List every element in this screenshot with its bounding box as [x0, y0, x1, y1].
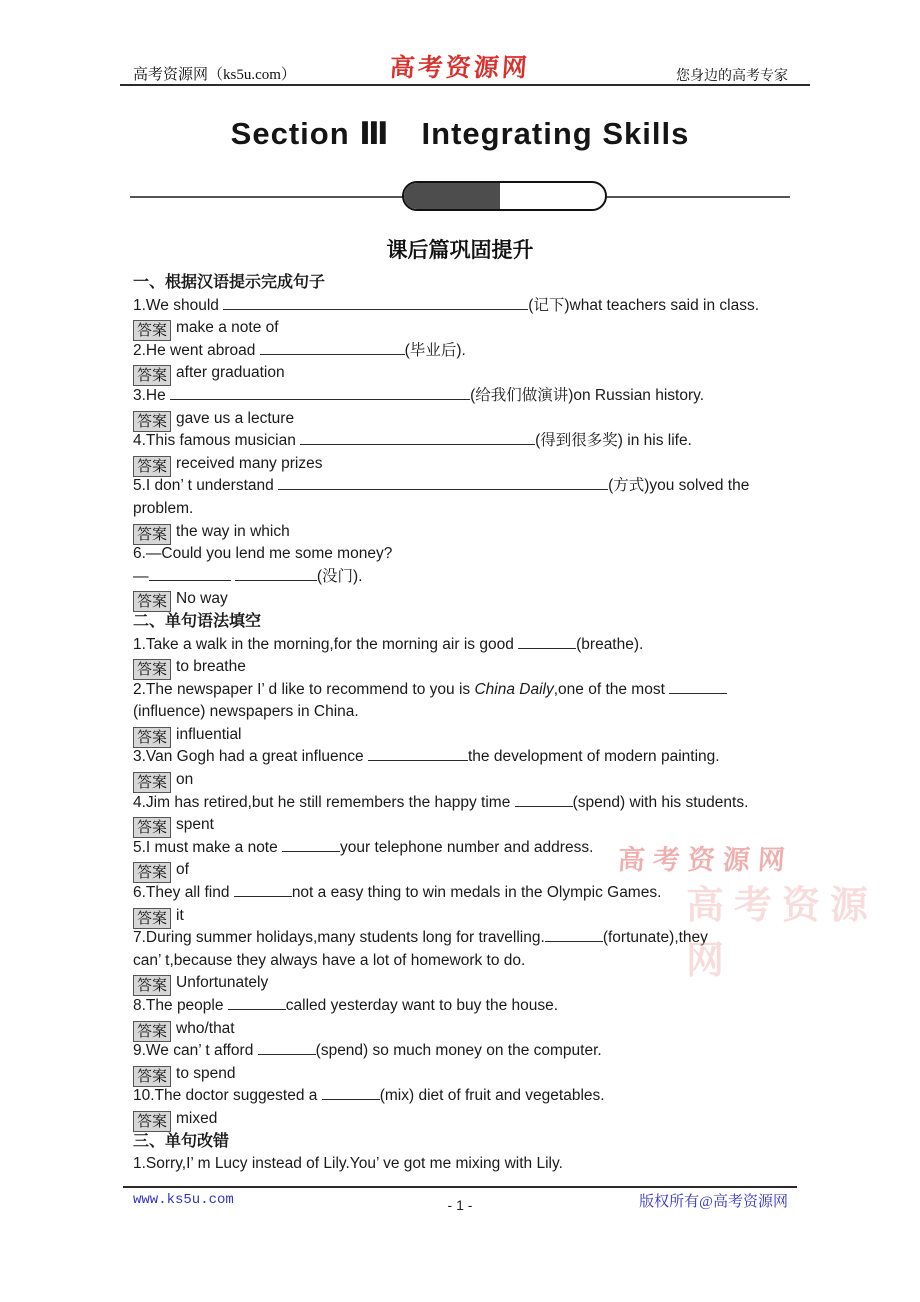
question-line: [133, 1153, 795, 1176]
text-segment: (spend) so much money on the computer.: [315, 1042, 602, 1060]
blank-underline: [300, 431, 535, 445]
answer-line: [133, 1018, 795, 1041]
section-subtitle: 课后篇巩固提升: [386, 239, 534, 262]
question-line: [133, 995, 795, 1018]
question-line: [133, 746, 795, 769]
header-rule: [120, 84, 810, 86]
blank-underline: [223, 296, 528, 310]
answer-label-box: 答案: [133, 862, 171, 883]
text-segment: not a easy thing to win medals in the Olympic Games.: [291, 884, 662, 902]
question-line: [133, 1040, 795, 1063]
footer-copyright-link[interactable]: 版权所有@高考资源网: [639, 1194, 788, 1210]
answer-line: [133, 408, 795, 431]
answer-label-box: 答案: [133, 659, 171, 680]
text-segment: problem.: [133, 499, 194, 517]
blank-underline: [228, 996, 286, 1010]
text-segment: called yesterday want to buy the house.: [285, 997, 559, 1014]
page-title: Section Ⅲ Integrating Skills: [230, 116, 690, 151]
answer-line: [133, 317, 795, 340]
question-line: [133, 566, 795, 589]
footer-rule: [123, 1186, 797, 1188]
blank-underline: [518, 635, 576, 649]
text-segment: it: [176, 906, 184, 924]
answer-label-box: 答案: [133, 817, 171, 838]
answer-line: [133, 1063, 795, 1086]
watermark-text: 高考资源网: [686, 885, 879, 982]
section-heading: [133, 611, 795, 634]
answer-line: [133, 453, 795, 476]
answer-label-box: 答案: [133, 727, 171, 748]
text-segment: influential: [176, 725, 242, 743]
text-segment: No way: [176, 590, 228, 608]
text-segment: (mix) diet of fruit and vegetables.: [379, 1087, 605, 1105]
blank-underline: [368, 747, 468, 761]
text-segment: (spend) with his students.: [572, 793, 749, 811]
answer-label-box: 答案: [133, 1066, 171, 1087]
section-heading: [133, 1131, 795, 1154]
answer-label-box: 答案: [133, 1021, 171, 1042]
text-segment: 2.The newspaper I’ d like to recommend to you is: [133, 680, 475, 698]
blank-underline: [260, 341, 405, 355]
text-segment: (方式)you solved the: [608, 477, 750, 495]
header-site-name: 高考资源网（ks5u.com）: [133, 67, 296, 83]
answer-label-box: 答案: [133, 975, 171, 996]
text-segment: received many prizes: [176, 454, 323, 472]
text-segment: 3.He: [133, 386, 171, 404]
answer-label-box: 答案: [133, 365, 171, 386]
text-segment: the development of modern painting.: [467, 748, 720, 766]
text-segment: after graduation: [176, 364, 285, 382]
text-segment: on: [176, 771, 194, 789]
text-segment: 1.Take a walk in the morning,for the morning air is good: [133, 635, 519, 653]
text-segment: spent: [176, 816, 214, 834]
text-segment: 1.Sorry,I’ m Lucy instead of Lily.You’ ve got me mixing with Lily.: [133, 1155, 563, 1173]
blank-underline: [149, 567, 231, 581]
blank-underline: [170, 386, 470, 400]
question-line: [133, 679, 795, 702]
exercise-content: [133, 272, 795, 1176]
text-segment: to spend: [176, 1064, 236, 1082]
text-segment: 7.During summer holidays,many students long for travelling.: [133, 929, 545, 947]
question-line: [133, 701, 795, 724]
text-segment: 4.This famous musician: [133, 432, 301, 450]
text-segment: (influence) newspapers in China.: [133, 703, 359, 721]
text-segment: (没门).: [316, 567, 363, 585]
text-segment: gave us a lecture: [176, 409, 295, 427]
answer-line: [133, 769, 795, 792]
question-line: [133, 475, 795, 498]
answer-label-box: 答案: [133, 1111, 171, 1132]
text-segment: 1.We should: [133, 296, 224, 314]
question-line: [133, 498, 795, 521]
text-segment: (得到很多奖) in his life.: [535, 432, 692, 450]
text-segment: of: [176, 861, 189, 879]
answer-line: [133, 656, 795, 679]
text-segment: 三、单句改错: [133, 1132, 230, 1150]
text-segment: Unfortunately: [176, 974, 269, 992]
blank-underline: [234, 883, 292, 897]
question-line: [133, 792, 795, 815]
blank-underline: [258, 1041, 316, 1055]
blank-underline: [322, 1086, 380, 1100]
header-slogan: 您身边的高考专家: [676, 69, 788, 84]
text-segment: 二、单句语法填空: [133, 612, 262, 630]
answer-line: [133, 362, 795, 385]
answer-line: [133, 521, 795, 544]
text-segment: the way in which: [176, 522, 290, 540]
text-segment: can’ t,because they always have a lot of homework to do.: [133, 951, 526, 969]
answer-label-box: 答案: [133, 524, 171, 545]
text-segment: 2.He went abroad: [133, 341, 260, 359]
text-segment: your telephone number and address.: [340, 838, 594, 856]
progress-pill: [402, 181, 607, 211]
text-segment: to breathe: [176, 658, 246, 676]
text-segment: —: [133, 567, 149, 585]
answer-label-box: 答案: [133, 908, 171, 929]
question-line: [133, 1085, 795, 1108]
progress-pill-fill: [404, 183, 500, 209]
text-segment: (fortunate),they: [602, 929, 708, 947]
page-number: - 1 -: [447, 1197, 473, 1213]
text-segment: 6.They all find: [133, 884, 234, 902]
text-segment: 5.I must make a note: [133, 838, 283, 856]
watermark-text: 高考资源网: [616, 845, 794, 875]
text-segment: (给我们做演讲)on Russian history.: [470, 386, 705, 404]
text-segment: (记下)what teachers said in class.: [528, 296, 760, 314]
answer-line: [133, 1108, 795, 1131]
question-line: [133, 634, 795, 657]
text-segment: ,one of the most: [553, 680, 670, 698]
question-line: [133, 295, 795, 318]
text-segment: (breathe).: [576, 635, 644, 653]
answer-label-box: 答案: [133, 320, 171, 341]
section-heading: [133, 272, 795, 295]
text-segment: (毕业后).: [404, 341, 466, 359]
footer-site-link[interactable]: www.ks5u.com: [133, 1192, 234, 1208]
text-segment: who/that: [176, 1019, 235, 1037]
text-segment: 3.Van Gogh had a great influence: [133, 748, 368, 766]
answer-line: [133, 814, 795, 837]
blank-underline: [545, 928, 603, 942]
question-line: [133, 385, 795, 408]
text-segment: 5.I don’ t understand: [133, 477, 279, 495]
answer-line: [133, 588, 795, 611]
question-line: [133, 543, 795, 566]
text-segment: 9.We can’ t afford: [133, 1042, 258, 1060]
text-segment: mixed: [176, 1109, 218, 1127]
site-logo: 高考资源网: [388, 55, 531, 82]
italic-text: China Daily: [474, 680, 554, 698]
answer-label-box: 答案: [133, 411, 171, 432]
answer-label-box: 答案: [133, 591, 171, 612]
text-segment: 4.Jim has retired,but he still remembers the happy time: [133, 793, 515, 811]
blank-underline: [278, 476, 608, 490]
question-line: [133, 430, 795, 453]
text-segment: 8.The people: [133, 997, 228, 1014]
blank-underline: [282, 838, 340, 852]
answer-label-box: 答案: [133, 772, 171, 793]
answer-line: [133, 724, 795, 747]
text-segment: 10.The doctor suggested a: [133, 1087, 322, 1105]
blank-underline: [669, 680, 727, 694]
text-segment: make a note of: [176, 319, 279, 337]
blank-underline: [515, 793, 573, 807]
answer-label-box: 答案: [133, 456, 171, 477]
text-segment: 6.—Could you lend me some money?: [133, 545, 393, 563]
question-line: [133, 340, 795, 363]
blank-underline: [235, 567, 317, 581]
text-segment: 一、根据汉语提示完成句子: [133, 274, 326, 291]
